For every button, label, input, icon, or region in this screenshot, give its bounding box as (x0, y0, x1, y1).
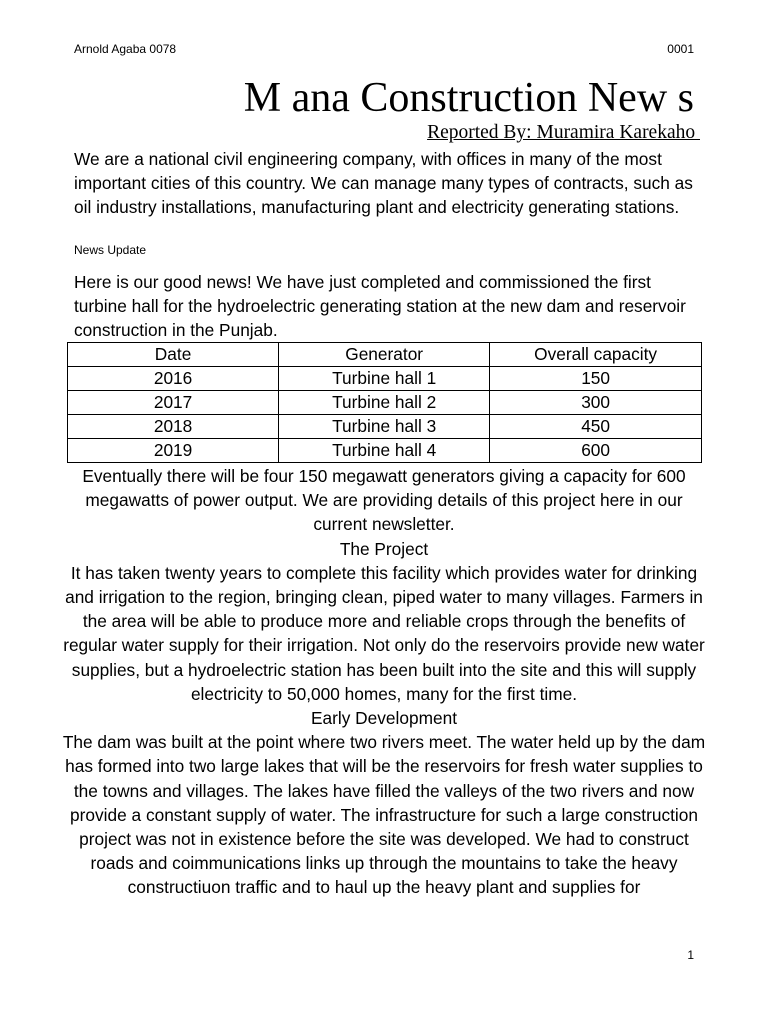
col-header-capacity: Overall capacity (490, 343, 702, 367)
capacity-table (67, 342, 702, 463)
cell-generator: Turbine hall 1 (279, 367, 490, 391)
cell-generator: Turbine hall 3 (279, 415, 490, 439)
newsletter-title: M ana Construction New s (243, 75, 694, 121)
table-row (68, 391, 702, 415)
author-id: Arnold Agaba 0078 (74, 42, 177, 56)
cell-generator: Turbine hall 4 (279, 439, 490, 463)
centered-text-block (60, 464, 708, 900)
table-header-row (68, 343, 702, 367)
early-development-paragraph: The dam was built at the point where two rivers meet. The water held up by the dam has formed into two large lakes that will be the reservoirs for fresh water supplies to the towns and villages. The lakes have filled the valleys of the two rivers and now provide a constant supply of water. The infrastructure for such a large construction project was not in existence before the site was developed. We had to construct roads and coimmunications links up through the mountains to take the heavy constructiuon traffic and to haul up the heavy plant and supplies for (62, 732, 706, 898)
table-row (68, 367, 702, 391)
col-header-generator: Generator (279, 343, 490, 367)
table-row (68, 415, 702, 439)
cell-date: 2019 (68, 439, 279, 463)
table-row (68, 439, 702, 463)
news-paragraph: Here is our good news! We have just completed and commissioned the first turbine hall for the hydroelectric generating station at the new dam and reservoir construction in the Punjab. (74, 272, 686, 341)
summary-paragraph: Eventually there will be four 150 megawatt generators giving a capacity for 600 megawatts of power output. We are providing details of this project here in our current newsletter. (82, 466, 686, 535)
cell-capacity: 300 (490, 391, 702, 415)
cell-capacity: 150 (490, 367, 702, 391)
project-paragraph: It has taken twenty years to complete this facility which provides water for drinking and irrigation to the region, bringing clean, piped water to many villages. Farmers in the area will be able to produce more and reliable crops through the benefits of regular water supply for their irrigation. Not only do the reservoirs provide new water supplies, but a hydroelectric station has been built into the site and this will supply electricity to 50,000 homes, many for the first time. (63, 562, 705, 704)
news-update-label: News Update (74, 243, 147, 257)
section-heading-project: The Project (339, 538, 429, 559)
cell-date: 2017 (68, 391, 279, 415)
cell-date: 2018 (68, 415, 279, 439)
cell-capacity: 450 (490, 415, 702, 439)
page-number: 1 (687, 948, 694, 962)
cell-capacity: 600 (490, 439, 702, 463)
cell-date: 2016 (68, 367, 279, 391)
reporter-line: Reported By: Muramira Karekaho (427, 122, 700, 143)
doc-number: 0001 (667, 42, 694, 56)
section-heading-early-development: Early Development (311, 708, 457, 729)
intro-paragraph: We are a national civil engineering company, with offices in many of the most important cities of this country. We can manage many types of contracts, such as oil industry installations, manufacturing plant and electricity generating stations. (74, 149, 693, 218)
cell-generator: Turbine hall 2 (279, 391, 490, 415)
col-header-date: Date (68, 343, 279, 367)
